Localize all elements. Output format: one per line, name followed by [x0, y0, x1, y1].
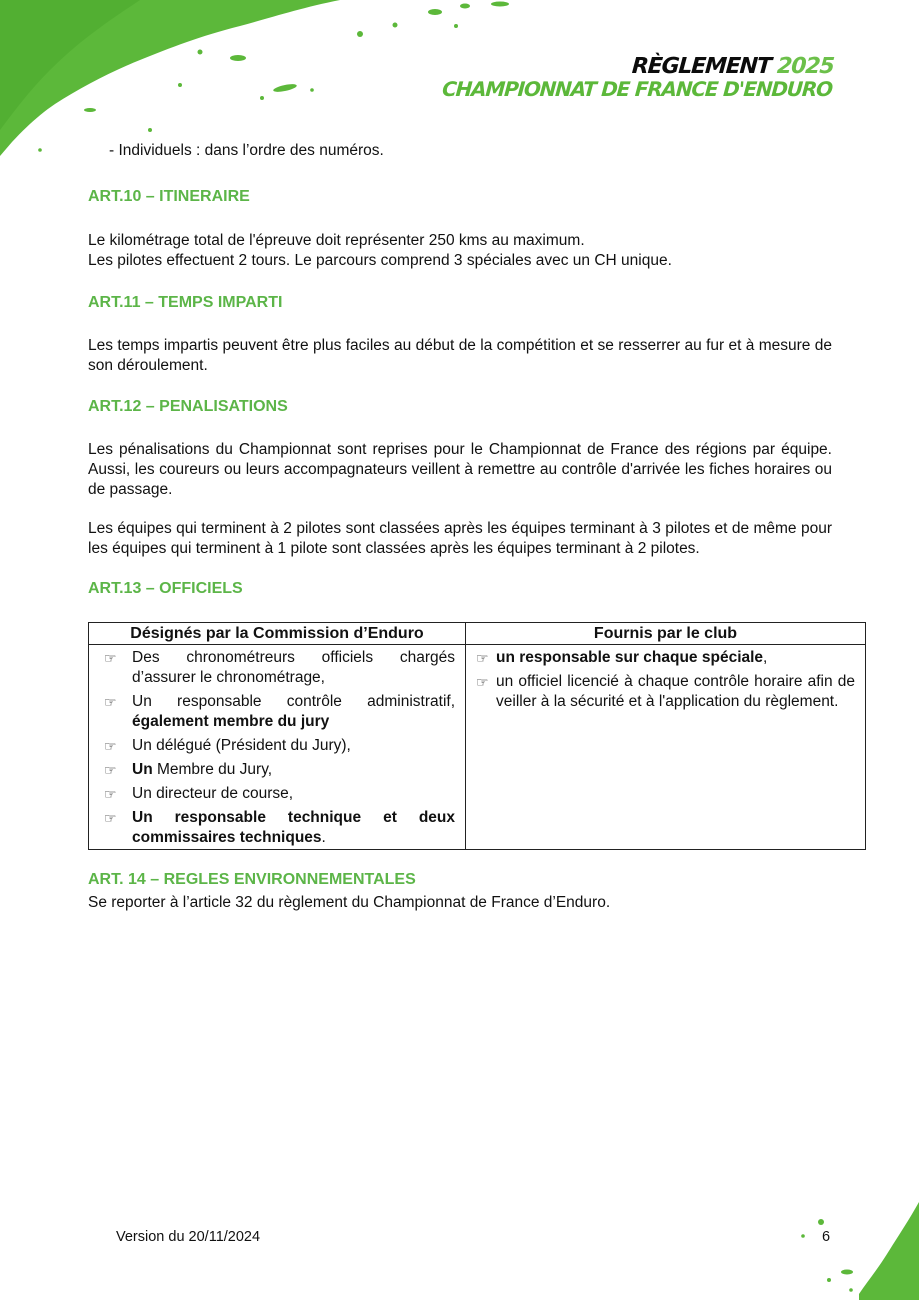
pointing-hand-icon: ☞: [104, 810, 117, 826]
item-text: Un directeur de course,: [132, 785, 294, 802]
art12-text1: Les pénalisations du Championnat sont reprises pour le Championnat de France des régions par équipe. Aussi, les coureurs ou leurs accompagnateurs veillent à remettre au contrôle d'arrivée les fiches horaires ou de passage.: [88, 441, 832, 498]
item-text: ,: [763, 649, 768, 666]
art14-title: ART. 14 – REGLES ENVIRONNEMENTALES: [88, 871, 416, 888]
art10-title: ART.10 – ITINERAIRE: [88, 188, 250, 205]
col2-cell: [466, 645, 866, 850]
item-text: Des chronométreurs officiels chargés d’assurer le chronométrage,: [132, 649, 455, 686]
list-item: [103, 808, 455, 848]
art12-title: ART.12 – PENALISATIONS: [88, 398, 288, 415]
item-text-bold: un responsable sur chaque spéciale: [496, 649, 764, 666]
art11-text: Les temps impartis peuvent être plus faciles au début de la compétition et se resserrer au fur et à mesure de son déroulement.: [88, 337, 832, 374]
item-text: Membre du Jury,: [152, 761, 273, 778]
item-text: Un délégué (Président du Jury),: [132, 737, 351, 754]
pointing-hand-icon: ☞: [476, 650, 489, 666]
individuels-line: - Individuels : dans l’ordre des numéros.: [109, 142, 384, 159]
page-number: 6: [822, 1229, 831, 1245]
list-item: [478, 672, 855, 712]
brand-line-championnat: CHAMPIONNAT DE FRANCE D'ENDURO: [441, 77, 834, 101]
item-text: Un responsable contrôle administratif,: [132, 693, 455, 710]
list-item: [103, 692, 455, 732]
art14-text: Se reporter à l’article 32 du règlement du Championnat de France d’Enduro.: [88, 894, 611, 911]
table-header-row: [89, 623, 866, 645]
pointing-hand-icon: ☞: [104, 650, 117, 666]
pointing-hand-icon: ☞: [104, 694, 117, 710]
officiels-table: [88, 622, 866, 850]
col1-header: Désignés par la Commission d’Enduro: [89, 623, 466, 645]
col2-header: Fournis par le club: [466, 623, 866, 645]
list-item: [103, 784, 455, 804]
item-text-bold: Un: [132, 761, 153, 778]
pointing-hand-icon: ☞: [104, 738, 117, 754]
brand-line-reglement: [443, 56, 834, 78]
pointing-hand-icon: ☞: [476, 674, 489, 690]
col1-cell: [89, 645, 466, 850]
club-list: [478, 648, 855, 712]
version-footer: Version du 20/11/2024: [116, 1229, 261, 1245]
commission-list: [103, 648, 455, 848]
item-text: un officiel licencié à chaque contrôle horaire afin de veiller à la sécurité et à l'application du règlement.: [496, 673, 855, 710]
list-item: [103, 648, 455, 688]
list-item: [478, 648, 855, 668]
pointing-hand-icon: ☞: [104, 762, 117, 778]
art13-title: ART.13 – OFFICIELS: [88, 580, 243, 597]
item-text-bold: Un responsable technique et deux commissaires techniques: [132, 809, 455, 846]
list-item: [103, 760, 455, 780]
brand-year: 2025: [776, 54, 835, 79]
table-row: [89, 645, 866, 850]
list-item: [103, 736, 455, 756]
brand-header: [442, 56, 835, 100]
brand-word: RÈGLEMENT: [631, 54, 772, 79]
item-text: .: [321, 829, 326, 846]
item-text-bold: également membre du jury: [132, 713, 330, 730]
green-splash-bottom-decoration: [779, 1190, 919, 1300]
art10-line1: Le kilométrage total de l'épreuve doit représenter 250 kms au maximum.: [88, 232, 585, 249]
pointing-hand-icon: ☞: [104, 786, 117, 802]
art10-line2: Les pilotes effectuent 2 tours. Le parcours comprend 3 spéciales avec un CH unique.: [88, 252, 672, 269]
art11-title: ART.11 – TEMPS IMPARTI: [88, 294, 283, 311]
document-body: [88, 140, 855, 913]
art12-text2: Les équipes qui terminent à 2 pilotes sont classées après les équipes terminant à 3 pilotes et de même pour les équipes qui terminent à 1 pilote sont classées après les équipes terminant à 2 pilotes.: [88, 520, 832, 557]
